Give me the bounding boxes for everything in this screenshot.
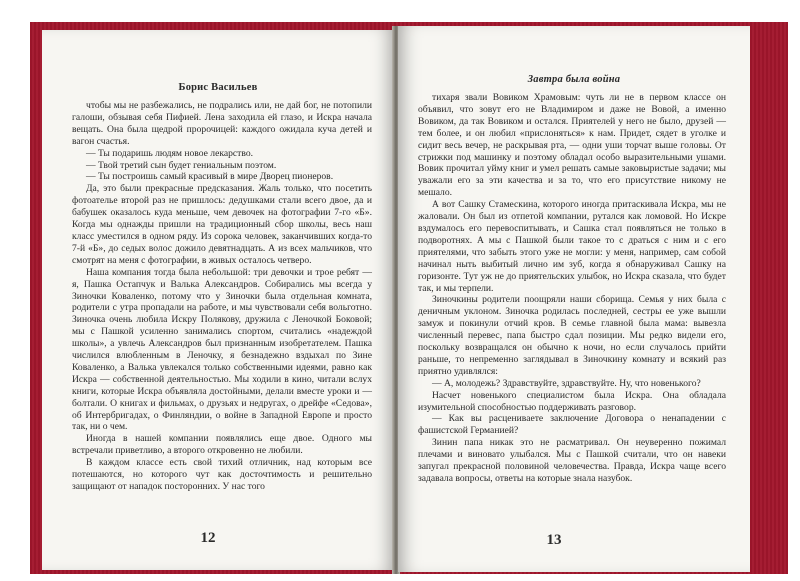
running-header-author: Борис Васильев [178,82,258,93]
left-page [42,30,394,570]
paragraph: — Ты построишь самый красивый в мире Дворец пионеров. [86,171,334,183]
paragraph: Зиночкины родители поощряли наши сборища. Семья у них была с деничным уклоном. Зиночка родилась последней, сестры ее уже вышли замуж и покинули отчий кров. В семье главной была мама: вывезла численный перевес, папа быстро сдал позиции. Мы редко видели его, поскольку возвращался он обычно к ночи, но если случалось прийти раньше, то непременно заглядывал в Зиночкину комнату и всякий раз приятно удивлялся: [418,294,726,377]
paragraph: тихаря звали Вовиком Храмовым: чуть ли не в первом классе он объявил, что зовут его не Владимиром и даже не Вовой, а именно Вовиком, да так Вовиком и остался. Приятелей у него не было, друзей — тем более, и он любил «прислоняться» к нам. Придет, сядет в уголке и сидит весь вечер, не раскрывая рта, — одни уши торчат выше головы. От стрижки под машинку и поэтому обладал особо выразительными ушами. Вовик прочитал уйму книг и умел решать самые заковыристые задачи; мы уважали его за эти качества и за то, что его присутствие никому не мешало. [418,92,726,199]
paragraph: — А, молодежь? Здравствуйте, здравствуйте. Ну, что новенького? [432,377,701,389]
paragraph: В каждом классе есть свой тихий отличник, над которым все потешаются, но которого чут как досточтимость и решительно защищают от нападок посторонних. У нас того [72,457,372,492]
right-page [398,26,750,572]
paragraph: Зинин папа никак это не расматривал. Он неуверенно пожимал плечами и виновато улыбался. Мы с Пашкой считали, что он навеки запугал прекрасной половиной человечества. Правда, Искра чаще всего задавала вопросы, ответы на которые знала назубок. [418,437,726,484]
paragraph: Наша компания тогда была небольшой: три девочки и трое ребят — я, Пашка Остапчук и Валька Александров. Собирались мы всегда у Зиночки Коваленко, потому что у Зиночки была отдельная комната, родители с утра пропадали на работе, и мы чувствовали себя вольготно. Зиночка очень любила Искру Полякову, дружила с Леночкой Боковой; мы с Пашкой усиленно занимались спортом, считались «надеждой школы», а увлечь Александров был признанным изобретателем. Пашка числился влюбленным в Леночку, я безнадежно вздыхал по Зине Коваленко, а Валька увлекался только собственными идеями, равно как Искра — собственной деятельностью. Мы ходили в кино, читали вслух книги, которые Искра объявляла достойными, делали вместе уроки и — болтали. О книгах и фильмах, о друзьях и недругах, о дрейфе «Седова», об Интербригадах, о Финляндии, о войне в Западной Европе и просто так, ни о чем. [72,266,372,433]
paragraph: чтобы мы не разбежались, не подрались или, не дай бог, не потопили галоши, обзывая себя Пифией. Лена заходила ей глазо, и Искра начала вещать. Она была щедрой пророчицей: каждого ожидала куча детей и вагон счастья. [72,100,372,147]
right-page-text [418,92,726,485]
page-number: 12 [200,530,216,546]
running-header-title: Завтра была война [527,74,621,85]
paragraph: Насчет новенького специалистом была Искра. Она обладала изумительной способностью поддерживать разговор. [418,389,726,413]
paragraph: — Твой третий сын будет гениальным поэтом. [86,159,277,171]
page-number: 13 [546,532,562,548]
left-page-text [72,100,372,493]
paragraph: — Ты подаришь людям новое лекарство. [86,147,254,159]
paragraph: Да, это были прекрасные предсказания. Жаль только, что посетить фотоателье второй раз не пришлось: дедушками стали всего двое, да и бабушек оказалось куда меньше, чем девочек на фотографии 7-го «Б». Когда мы однажды пришли на традиционный сбор школы, весь наш класс уместился в одном ряду. Из сорока человек, заканчивших когда-то 7-й «Б», до седых волос дожило девятнадцать. А из всех мальчиков, что смотрят на меня с фотографии, в живых осталось четверо. [72,183,372,266]
paragraph: А вот Сашку Стамескина, которого иногда притаскивала Искра, мы не жаловали. Он был из отпетой компании, рутался как ломовой. Но Искре вздумалось его перевоспитывать, и Сашка стал появляться не только в подворотнях. А мы с Пашкой были такое то с драться с ним и с его приятелями, что забыть этого уже не могли: у меня, например, сам собой начинал ныть выбитый лично им зуб, когда я обнаруживал Сашку на горизонте. Тут уж не до приятельских улыбок, но Искра сказала, что будет так, и мы терпели. [418,199,726,294]
paragraph: — Как вы расцениваете заключение Договора о ненападении с фашистской Германией? [418,413,726,437]
paragraph: Иногда в нашей компании появлялись еще двое. Одного мы встречали приветливо, а второго откровенно не любили. [72,433,372,457]
